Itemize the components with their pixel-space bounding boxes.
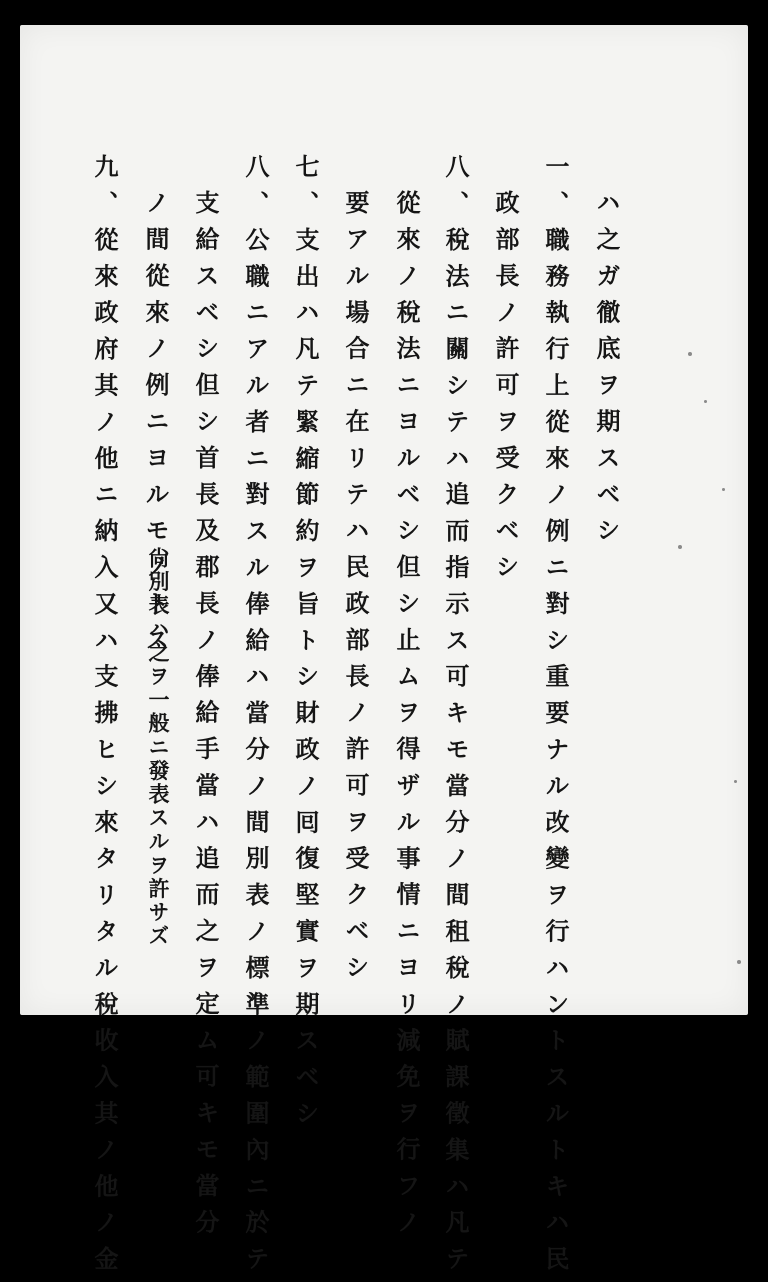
text-column-10-note: 尙別表ハ之ヲ一般ニ發表スルヲ許サズ <box>146 547 171 949</box>
scan-speck <box>704 400 707 403</box>
text-column-7: 七、支出ハ凡テ緊縮節約ヲ旨トシ財政ノ囘復堅實ヲ期スベシ <box>291 154 320 1137</box>
scan-speck <box>734 780 737 783</box>
text-column-4: 八、稅法ニ關シテハ追而指示ス可キモ當分ノ間租稅ノ賦課徵集ハ凡テ <box>441 154 470 1282</box>
text-column-1: ハ之ガ徹底ヲ期スベシ <box>592 190 621 554</box>
text-column-3: 政部長ノ許可ヲ受クベシ <box>491 190 520 591</box>
text-column-11: 九、從來政府其ノ他ニ納入又ハ支拂ヒシ來タリタル稅收入其ノ他ノ金 <box>90 154 119 1282</box>
text-column-5: 從來ノ稅法ニヨルベシ但シ止ムヲ得ザル事情ニヨリ減免ヲ行フノ <box>392 190 421 1246</box>
text-column-9: 支給スベシ但シ首長及郡長ノ俸給手當ハ追而之ヲ定ム可キモ當分 <box>191 190 220 1246</box>
text-column-8: 八、公職ニアル者ニ對スル俸給ハ當分ノ間別表ノ標準ノ範圍內ニ於テ <box>241 154 270 1282</box>
text-column-10: ノ間從來ノ例ニヨルモノトス <box>141 190 170 664</box>
text-column-2: 一、職務執行上從來ノ例ニ對シ重要ナル改變ヲ行ハントスルトキハ民 <box>541 154 570 1282</box>
scan-speck <box>678 545 682 549</box>
scan-speck <box>722 488 725 491</box>
scan-speck <box>737 960 741 964</box>
scan-speck <box>688 352 692 356</box>
text-column-6: 要アル場合ニ在リテハ民政部長ノ許可ヲ受クベシ <box>341 190 370 991</box>
document-page <box>20 25 748 1015</box>
